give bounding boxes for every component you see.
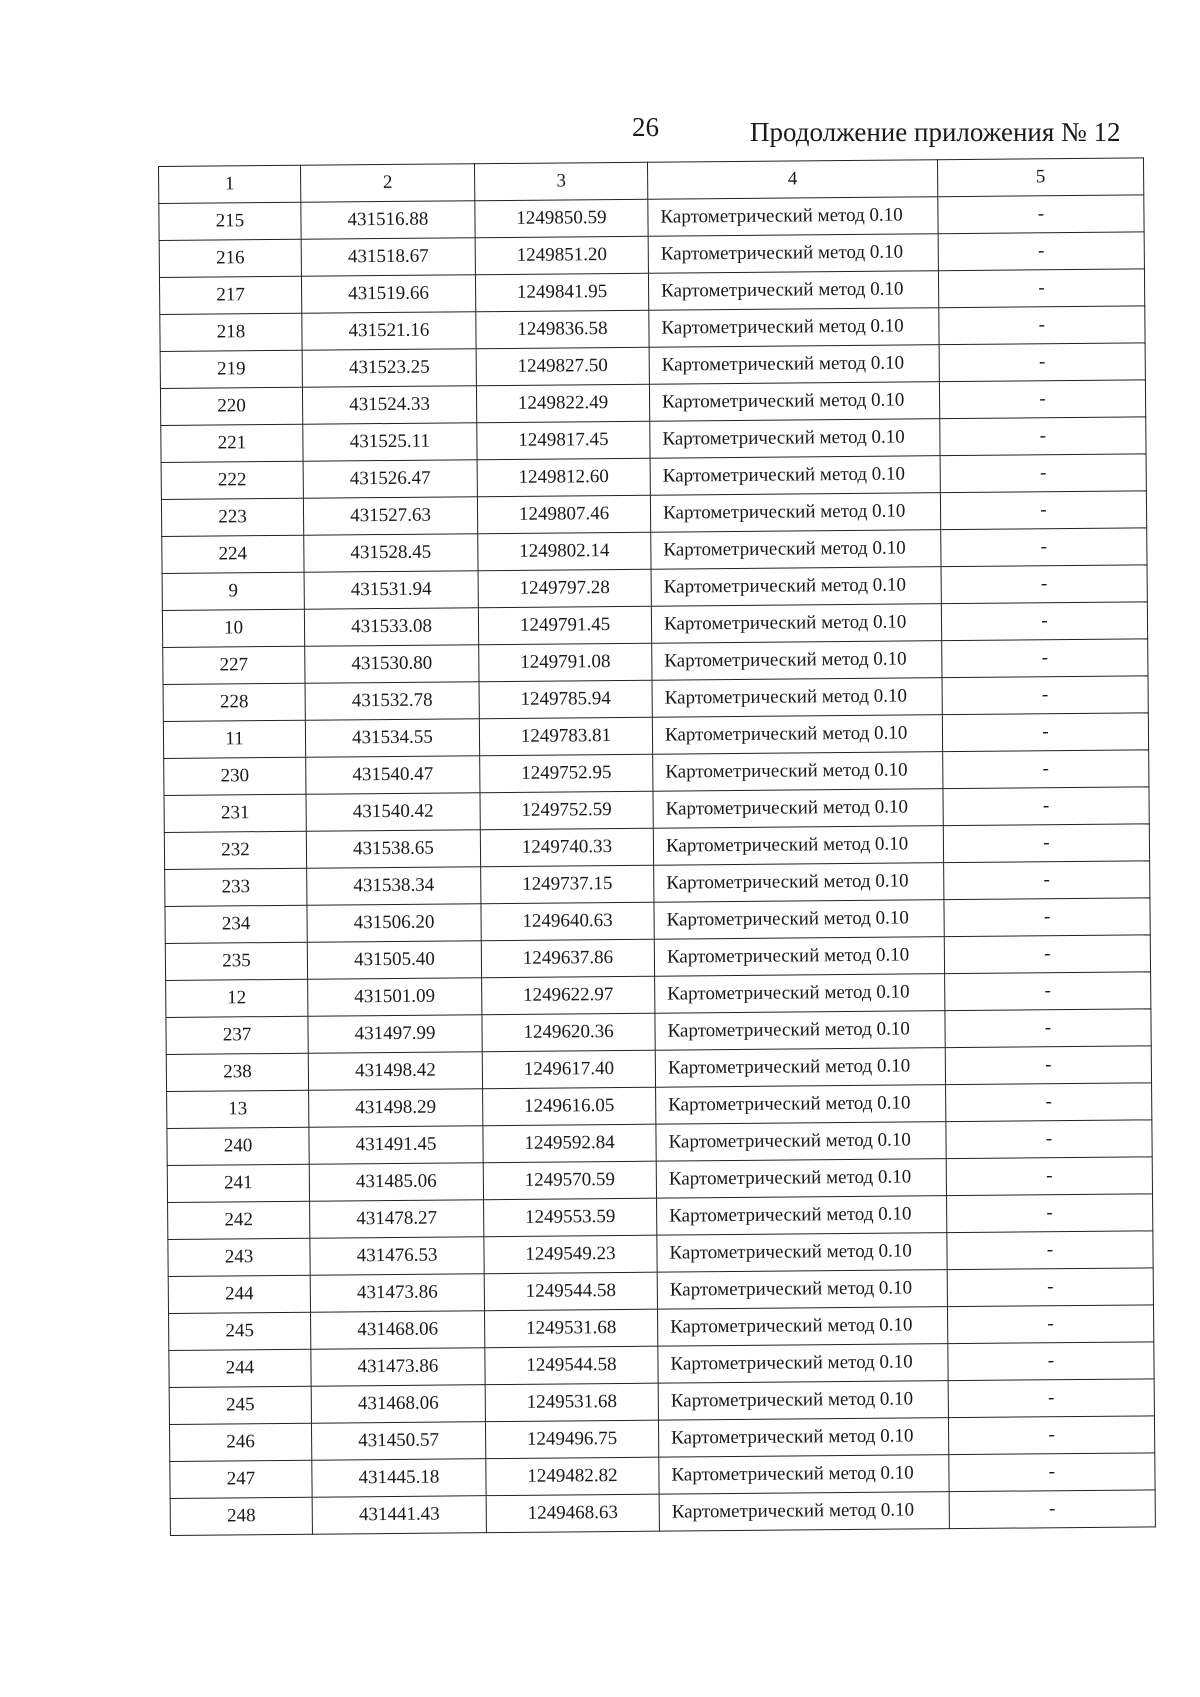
point-number-cell: 221 [161, 424, 303, 462]
point-number-cell: 13 [167, 1090, 309, 1128]
x-coordinate-cell: 431445.18 [312, 1459, 486, 1498]
x-coordinate-cell: 431519.66 [301, 275, 475, 314]
point-number-cell: 219 [160, 350, 302, 388]
point-number-cell: 247 [170, 1460, 312, 1498]
y-coordinate-cell: 1249827.50 [476, 347, 649, 386]
note-cell: - [944, 898, 1150, 937]
note-cell: - [942, 639, 1148, 678]
method-cell: Картометрический метод 0.10 [648, 271, 938, 311]
note-cell: - [943, 787, 1149, 826]
note-cell: - [946, 1157, 1152, 1196]
x-coordinate-cell: 431533.08 [304, 608, 478, 647]
y-coordinate-cell: 1249802.14 [478, 532, 651, 571]
y-coordinate-cell: 1249836.58 [476, 310, 649, 349]
note-cell: - [942, 676, 1148, 715]
note-cell: - [946, 1083, 1152, 1122]
method-cell: Картометрический метод 0.10 [648, 197, 938, 237]
x-coordinate-cell: 431532.78 [305, 682, 479, 721]
note-cell: - [943, 750, 1149, 789]
column-header: 2 [300, 164, 474, 203]
table-body [159, 195, 1156, 1536]
note-cell: - [947, 1305, 1153, 1344]
column-header: 5 [937, 158, 1143, 197]
method-cell: Картометрический метод 0.10 [652, 678, 942, 718]
note-cell: - [948, 1342, 1154, 1381]
x-coordinate-cell: 431531.94 [304, 571, 478, 610]
y-coordinate-cell: 1249496.75 [485, 1420, 658, 1459]
method-cell: Картометрический метод 0.10 [658, 1418, 948, 1458]
x-coordinate-cell: 431525.11 [303, 423, 477, 462]
point-number-cell: 228 [163, 683, 305, 721]
method-cell: Картометрический метод 0.10 [657, 1233, 947, 1273]
x-coordinate-cell: 431526.47 [303, 460, 477, 499]
point-number-cell: 237 [166, 1016, 308, 1054]
y-coordinate-cell: 1249468.63 [486, 1494, 659, 1533]
x-coordinate-cell: 431538.65 [306, 830, 480, 869]
x-coordinate-cell: 431506.20 [307, 904, 481, 943]
point-number-cell: 222 [161, 461, 303, 499]
y-coordinate-cell: 1249544.58 [484, 1272, 657, 1311]
y-coordinate-cell: 1249791.08 [479, 643, 652, 682]
method-cell: Картометрический метод 0.10 [658, 1344, 948, 1384]
method-cell: Картометрический метод 0.10 [651, 604, 941, 644]
x-coordinate-cell: 431516.88 [301, 201, 475, 240]
note-cell: - [939, 380, 1145, 419]
note-cell: - [945, 1046, 1151, 1085]
note-cell: - [945, 972, 1151, 1011]
x-coordinate-cell: 431524.33 [302, 386, 476, 425]
point-number-cell: 224 [162, 535, 304, 573]
method-cell: Картометрический метод 0.10 [652, 715, 942, 755]
point-number-cell: 240 [167, 1127, 309, 1165]
y-coordinate-cell: 1249570.59 [483, 1161, 656, 1200]
note-cell: - [948, 1416, 1154, 1455]
y-coordinate-cell: 1249785.94 [479, 680, 652, 719]
method-cell: Картометрический метод 0.10 [655, 1048, 945, 1088]
note-cell: - [941, 565, 1147, 604]
method-cell: Картометрический метод 0.10 [654, 937, 944, 977]
point-number-cell: 234 [165, 905, 307, 943]
method-cell: Картометрический метод 0.10 [659, 1455, 949, 1495]
note-cell: - [939, 306, 1145, 345]
point-number-cell: 10 [162, 609, 304, 647]
point-number-cell: 245 [169, 1386, 311, 1424]
method-cell: Картометрический метод 0.10 [649, 345, 939, 385]
note-cell: - [938, 269, 1144, 308]
column-header: 3 [474, 162, 647, 201]
y-coordinate-cell: 1249592.84 [483, 1124, 656, 1163]
y-coordinate-cell: 1249620.36 [482, 1013, 655, 1052]
method-cell: Картометрический метод 0.10 [655, 974, 945, 1014]
method-cell: Картометрический метод 0.10 [656, 1085, 946, 1125]
note-cell: - [940, 417, 1146, 456]
method-cell: Картометрический метод 0.10 [653, 789, 943, 829]
x-coordinate-cell: 431518.67 [301, 238, 475, 277]
method-cell: Картометрический метод 0.10 [650, 493, 940, 533]
point-number-cell: 241 [167, 1164, 309, 1202]
point-number-cell: 238 [166, 1053, 308, 1091]
note-cell: - [947, 1231, 1153, 1270]
point-number-cell: 232 [164, 831, 306, 869]
point-number-cell: 230 [164, 757, 306, 795]
note-cell: - [949, 1490, 1155, 1529]
x-coordinate-cell: 431521.16 [302, 312, 476, 351]
method-cell: Картометрический метод 0.10 [650, 456, 940, 496]
note-cell: - [941, 528, 1147, 567]
point-number-cell: 235 [165, 942, 307, 980]
point-number-cell: 216 [159, 239, 301, 277]
x-coordinate-cell: 431476.53 [310, 1237, 484, 1276]
x-coordinate-cell: 431528.45 [304, 534, 478, 573]
point-number-cell: 227 [163, 646, 305, 684]
y-coordinate-cell: 1249822.49 [476, 384, 649, 423]
method-cell: Картометрический метод 0.10 [653, 752, 943, 792]
y-coordinate-cell: 1249812.60 [477, 458, 650, 497]
x-coordinate-cell: 431540.42 [306, 793, 480, 832]
point-number-cell: 220 [160, 387, 302, 425]
point-number-cell: 223 [161, 498, 303, 536]
y-coordinate-cell: 1249531.68 [485, 1309, 658, 1348]
x-coordinate-cell: 431491.45 [309, 1126, 483, 1165]
method-cell: Картометрический метод 0.10 [653, 826, 943, 866]
point-number-cell: 215 [159, 202, 301, 240]
x-coordinate-cell: 431530.80 [305, 645, 479, 684]
y-coordinate-cell: 1249637.86 [481, 939, 654, 978]
method-cell: Картометрический метод 0.10 [658, 1381, 948, 1421]
note-cell: - [947, 1194, 1153, 1233]
note-cell: - [948, 1379, 1154, 1418]
method-cell: Картометрический метод 0.10 [649, 382, 939, 422]
note-cell: - [944, 935, 1150, 974]
note-cell: - [941, 602, 1147, 641]
note-cell: - [938, 232, 1144, 271]
x-coordinate-cell: 431523.25 [302, 349, 476, 388]
y-coordinate-cell: 1249791.45 [478, 606, 651, 645]
method-cell: Картометрический метод 0.10 [651, 567, 941, 607]
note-cell: - [946, 1120, 1152, 1159]
y-coordinate-cell: 1249549.23 [484, 1235, 657, 1274]
method-cell: Картометрический метод 0.10 [652, 641, 942, 681]
method-cell: Картометрический метод 0.10 [657, 1270, 947, 1310]
method-cell: Картометрический метод 0.10 [650, 419, 940, 459]
x-coordinate-cell: 431485.06 [309, 1163, 483, 1202]
x-coordinate-cell: 431540.47 [306, 756, 480, 795]
x-coordinate-cell: 431468.06 [311, 1311, 485, 1350]
method-cell: Картометрический метод 0.10 [648, 234, 938, 274]
point-number-cell: 245 [169, 1312, 311, 1350]
method-cell: Картометрический метод 0.10 [651, 530, 941, 570]
note-cell: - [944, 861, 1150, 900]
point-number-cell: 242 [168, 1201, 310, 1239]
point-number-cell: 231 [164, 794, 306, 832]
point-number-cell: 233 [165, 868, 307, 906]
y-coordinate-cell: 1249622.97 [482, 976, 655, 1015]
note-cell: - [943, 824, 1149, 863]
x-coordinate-cell: 431450.57 [311, 1422, 485, 1461]
note-cell: - [940, 491, 1146, 530]
method-cell: Картометрический метод 0.10 [659, 1492, 949, 1532]
y-coordinate-cell: 1249783.81 [479, 717, 652, 756]
x-coordinate-cell: 431534.55 [305, 719, 479, 758]
y-coordinate-cell: 1249544.58 [485, 1346, 658, 1385]
page-title: Продолжение приложения № 12 [750, 117, 1121, 147]
y-coordinate-cell: 1249807.46 [477, 495, 650, 534]
y-coordinate-cell: 1249482.82 [486, 1457, 659, 1496]
y-coordinate-cell: 1249553.59 [484, 1198, 657, 1237]
y-coordinate-cell: 1249752.59 [480, 791, 653, 830]
method-cell: Картометрический метод 0.10 [655, 1011, 945, 1051]
x-coordinate-cell: 431527.63 [303, 497, 477, 536]
note-cell: - [942, 713, 1148, 752]
point-number-cell: 244 [168, 1275, 310, 1313]
y-coordinate-cell: 1249752.95 [480, 754, 653, 793]
y-coordinate-cell: 1249617.40 [482, 1050, 655, 1089]
point-number-cell: 244 [169, 1349, 311, 1387]
column-header: 1 [159, 165, 301, 203]
y-coordinate-cell: 1249616.05 [483, 1087, 656, 1126]
method-cell: Картометрический метод 0.10 [656, 1159, 946, 1199]
point-number-cell: 11 [163, 720, 305, 758]
point-number-cell: 217 [159, 276, 301, 314]
method-cell: Картометрический метод 0.10 [654, 863, 944, 903]
point-number-cell: 12 [166, 979, 308, 1017]
note-cell: - [940, 454, 1146, 493]
y-coordinate-cell: 1249737.15 [481, 865, 654, 904]
x-coordinate-cell: 431473.86 [310, 1274, 484, 1313]
x-coordinate-cell: 431468.06 [311, 1385, 485, 1424]
point-number-cell: 248 [170, 1497, 312, 1535]
x-coordinate-cell: 431538.34 [307, 867, 481, 906]
note-cell: - [945, 1009, 1151, 1048]
x-coordinate-cell: 431498.29 [309, 1089, 483, 1128]
note-cell: - [938, 195, 1144, 234]
y-coordinate-cell: 1249851.20 [475, 236, 648, 275]
method-cell: Картометрический метод 0.10 [657, 1307, 947, 1347]
x-coordinate-cell: 431478.27 [310, 1200, 484, 1239]
point-number-cell: 9 [162, 572, 304, 610]
x-coordinate-cell: 431473.86 [311, 1348, 485, 1387]
x-coordinate-cell: 431497.99 [308, 1015, 482, 1054]
point-number-cell: 243 [168, 1238, 310, 1276]
table-row [170, 1490, 1155, 1536]
method-cell: Картометрический метод 0.10 [649, 308, 939, 348]
note-cell: - [947, 1268, 1153, 1307]
y-coordinate-cell: 1249850.59 [475, 199, 648, 238]
x-coordinate-cell: 431501.09 [308, 978, 482, 1017]
page-number: 26 [632, 112, 659, 142]
note-cell: - [949, 1453, 1155, 1492]
note-cell: - [939, 343, 1145, 382]
method-cell: Картометрический метод 0.10 [656, 1122, 946, 1162]
y-coordinate-cell: 1249740.33 [480, 828, 653, 867]
point-number-cell: 246 [169, 1423, 311, 1461]
column-header: 4 [647, 160, 937, 200]
point-number-cell: 218 [160, 313, 302, 351]
x-coordinate-cell: 431441.43 [312, 1496, 486, 1535]
y-coordinate-cell: 1249817.45 [477, 421, 650, 460]
coordinates-table [158, 157, 1156, 1536]
y-coordinate-cell: 1249531.68 [485, 1383, 658, 1422]
method-cell: Картометрический метод 0.10 [654, 900, 944, 940]
method-cell: Картометрический метод 0.10 [657, 1196, 947, 1236]
y-coordinate-cell: 1249797.28 [478, 569, 651, 608]
x-coordinate-cell: 431498.42 [308, 1052, 482, 1091]
y-coordinate-cell: 1249841.95 [475, 273, 648, 312]
y-coordinate-cell: 1249640.63 [481, 902, 654, 941]
x-coordinate-cell: 431505.40 [307, 941, 481, 980]
